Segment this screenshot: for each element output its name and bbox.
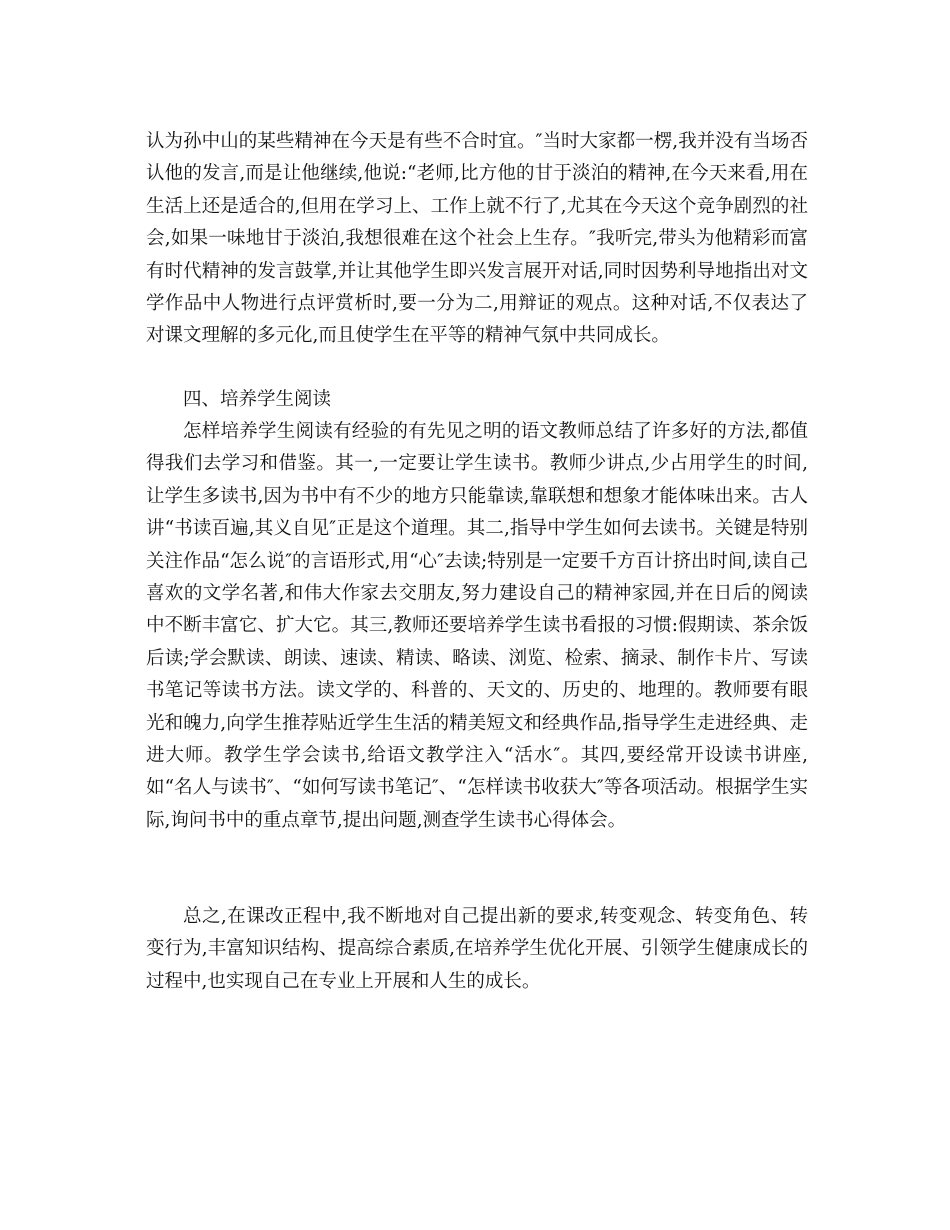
reading-method-block [146,416,808,837]
paragraph-dialogue-continuation: 认为孙中山的某些精神在今天是有些不合时宜。″当时大家都一楞,我并没有当场否认他的发言,而是让他继续,他说:“老师,比方他的甘于淡泊的精神,在今天来看,用在生活上还是适合的,但用在学习上、工作上就不行了,尤其在今天这个竞争剧烈的社会,如果一味地甘于淡泊,我想很难在这个社会上生存。″我听完,带头为他精彩而富有时代精神的发言鼓掌,并让其他学生即兴发言展开对话,同时因势利导地指出对文学作品中人物进行点评赏析时,要一分为二,用辩证的观点。这种对话,不仅表达了对课文理解的多元化,而且使学生在平等的精神气氛中共同成长。 [146,131,808,347]
summary-block [146,901,808,998]
continued-paragraph-block [146,126,808,353]
paragraph-summary: 总之,在课改正程中,我不断地对自己提出新的要求,转变观念、转变角色、转变行为,丰富知识结构、提高综合素质,在培养学生优化开展、引领学生健康成长的过程中,也实现自己在专业上开展和人生的成长。 [146,906,808,992]
paragraph-reading-methods: 怎样培养学生阅读有经验的有先见之明的语文教师总结了许多好的方法,都值得我们去学习和借鉴。其一,一定要让学生读书。教师少讲点,少占用学生的时间,让学生多读书,因为书中有不少的地方只能靠读,靠联想和想象才能体味出来。古人讲“书读百遍,其义自见″正是这个道理。其二,指导中学生如何去读书。关键是特别关注作品“怎么说″的言语形式,用“心″去读;特别是一定要千方百计挤出时间,读自己喜欢的文学名著,和伟大作家去交朋友,努力建设自己的精神家园,并在日后的阅读中不断丰富它、扩大它。其三,教师还要培养学生读书看报的习惯:假期读、茶余饭后读;学会默读、朗读、速读、精读、略读、浏览、检索、摘录、制作卡片、写读书笔记等读书方法。读文学的、科普的、天文的、历史的、地理的。教师要有眼光和魄力,向学生推荐贴近学生生活的精美短文和经典作品,指导学生走进经典、走进大师。教学生学会读书,给语文教学注入“活水″。其四,要经常开设读书讲座,如“名人与读书″、“如何写读书笔记″、“怎样读书收获大″等各项活动。根据学生实际,询问书中的重点章节,提出问题,测查学生读书心得体会。 [146,421,808,831]
section-heading-block [146,384,808,416]
section-heading-reading: 四、培养学生阅读 [183,389,332,410]
